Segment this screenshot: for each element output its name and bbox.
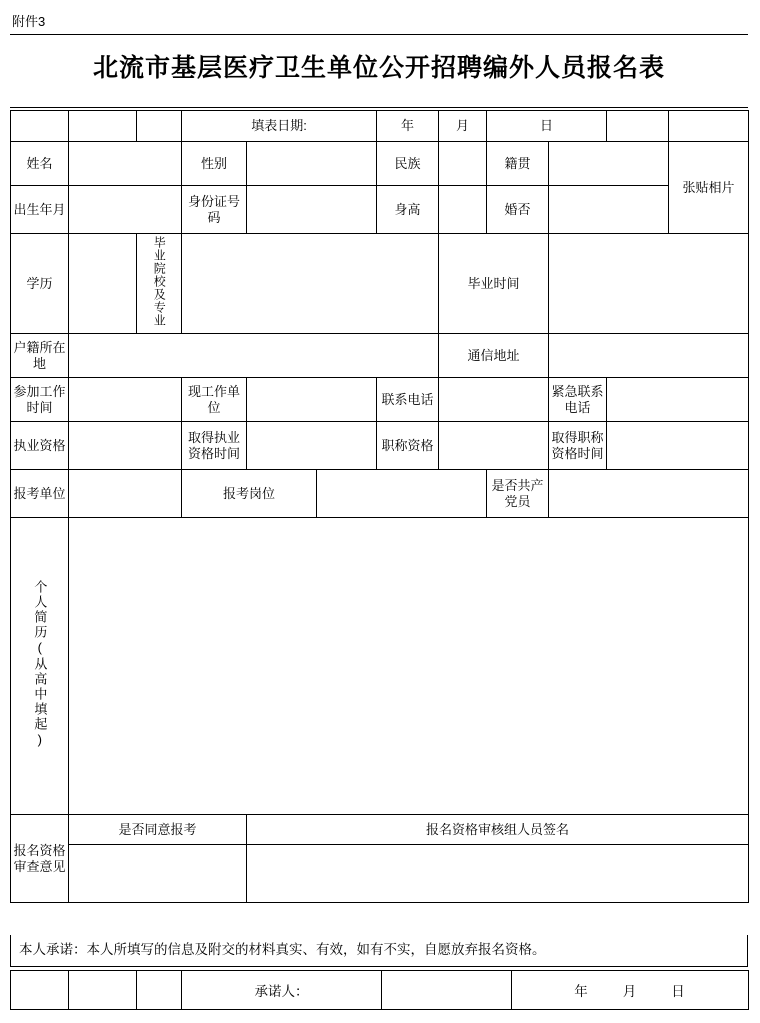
row-basic-2 (11, 186, 749, 234)
label-emergency-phone: 紧急联系电话 (549, 378, 607, 422)
promise-spacer-3 (137, 971, 182, 1010)
value-native-place[interactable] (549, 142, 669, 186)
date-spacer-1 (11, 111, 69, 142)
date-spacer-2 (69, 111, 137, 142)
value-school-major[interactable] (182, 234, 439, 334)
value-birth-date[interactable] (69, 186, 182, 234)
value-apply-position[interactable] (317, 470, 487, 518)
value-household-location[interactable] (69, 334, 439, 378)
label-household-location: 户籍所在地 (11, 334, 69, 378)
label-current-employer: 现工作单位 (182, 378, 247, 422)
label-apply-position: 报考岗位 (182, 470, 317, 518)
row-basic-1 (11, 142, 749, 186)
row-education (11, 234, 749, 334)
label-party-member: 是否共产党员 (487, 470, 549, 518)
page-title: 北流市基层医疗卫生单位公开招聘编外人员报名表 (92, 53, 665, 82)
label-mailing-address: 通信地址 (439, 334, 549, 378)
label-review-opinion: 报名资格审查意见 (11, 815, 69, 903)
label-resume-text: 个人简历(从高中填起) (32, 579, 48, 749)
value-education[interactable] (69, 234, 137, 334)
label-resume (11, 518, 69, 815)
value-professional-title[interactable] (439, 422, 549, 470)
row-review-header (11, 815, 749, 845)
row-work (11, 378, 749, 422)
title-divider (10, 107, 748, 108)
value-resume[interactable] (69, 518, 749, 815)
promise-date (512, 971, 749, 1010)
date-spacer-4 (607, 111, 669, 142)
value-height[interactable] (439, 186, 487, 234)
attachment-label: 附件3 (12, 14, 46, 29)
promise-footer-table (10, 970, 749, 1010)
label-school-major (137, 234, 182, 334)
value-practice-qualification[interactable] (69, 422, 182, 470)
label-practice-qualification: 执业资格 (11, 422, 69, 470)
value-contact-phone[interactable] (439, 378, 549, 422)
promise-row (11, 971, 749, 1010)
promise-month: 月 (622, 984, 638, 999)
value-nation[interactable] (439, 142, 487, 186)
label-work-start-time: 参加工作时间 (11, 378, 69, 422)
value-id-number[interactable] (247, 186, 377, 234)
label-school-major-text: 毕业院校及专业 (152, 236, 167, 327)
label-birth-date: 出生年月 (11, 186, 69, 234)
label-id-number: 身份证号码 (182, 186, 247, 234)
label-native-place: 籍贯 (487, 142, 549, 186)
label-nation: 民族 (377, 142, 439, 186)
header-divider (10, 34, 748, 35)
value-marital-status[interactable] (549, 186, 669, 234)
fill-date-year: 年 (377, 111, 439, 142)
registration-form-table (10, 110, 749, 903)
fill-date-label: 填表日期: (182, 111, 377, 142)
fill-date-day: 日 (487, 111, 607, 142)
label-professional-title: 职称资格 (377, 422, 439, 470)
photo-placeholder[interactable]: 张贴相片 (669, 142, 749, 234)
label-reviewer-signature: 报名资格审核组人员签名 (247, 815, 749, 845)
label-apply-unit: 报考单位 (11, 470, 69, 518)
value-reviewer-signature[interactable] (247, 845, 749, 903)
label-graduation-time: 毕业时间 (439, 234, 549, 334)
row-address (11, 334, 749, 378)
promise-spacer-2 (69, 971, 137, 1010)
promise-year: 年 (574, 984, 589, 999)
promise-spacer-1 (11, 971, 69, 1010)
label-agree-to-apply: 是否同意报考 (69, 815, 247, 845)
value-gender[interactable] (247, 142, 377, 186)
label-qualification-time: 取得执业资格时间 (182, 422, 247, 470)
label-contact-phone: 联系电话 (377, 378, 439, 422)
value-mailing-address[interactable] (549, 334, 749, 378)
value-graduation-time[interactable] (549, 234, 749, 334)
value-apply-unit[interactable] (69, 470, 182, 518)
value-title-time[interactable] (607, 422, 749, 470)
date-spacer-5 (669, 111, 749, 142)
label-title-time: 取得职称资格时间 (549, 422, 607, 470)
label-gender: 性别 (182, 142, 247, 186)
row-resume (11, 518, 749, 815)
promise-day: 日 (671, 984, 686, 999)
label-education: 学历 (11, 234, 69, 334)
declaration-text: 本人承诺：本人所填写的信息及附交的材料真实、有效，如有不实，自愿放弃报名资格。 (10, 935, 748, 967)
row-review-values (11, 845, 749, 903)
value-agree-to-apply[interactable] (69, 845, 247, 903)
label-name: 姓名 (11, 142, 69, 186)
fill-date-row (11, 111, 749, 142)
value-work-start-time[interactable] (69, 378, 182, 422)
row-apply (11, 470, 749, 518)
value-emergency-phone[interactable] (607, 378, 749, 422)
date-spacer-3 (137, 111, 182, 142)
value-party-member[interactable] (549, 470, 749, 518)
value-qualification-time[interactable] (247, 422, 377, 470)
label-marital-status: 婚否 (487, 186, 549, 234)
value-name[interactable] (69, 142, 182, 186)
value-current-employer[interactable] (247, 378, 377, 422)
row-qualification (11, 422, 749, 470)
fill-date-month: 月 (439, 111, 487, 142)
label-height: 身高 (377, 186, 439, 234)
promise-signature-field[interactable] (382, 971, 512, 1010)
promise-label: 承诺人： (182, 971, 382, 1010)
